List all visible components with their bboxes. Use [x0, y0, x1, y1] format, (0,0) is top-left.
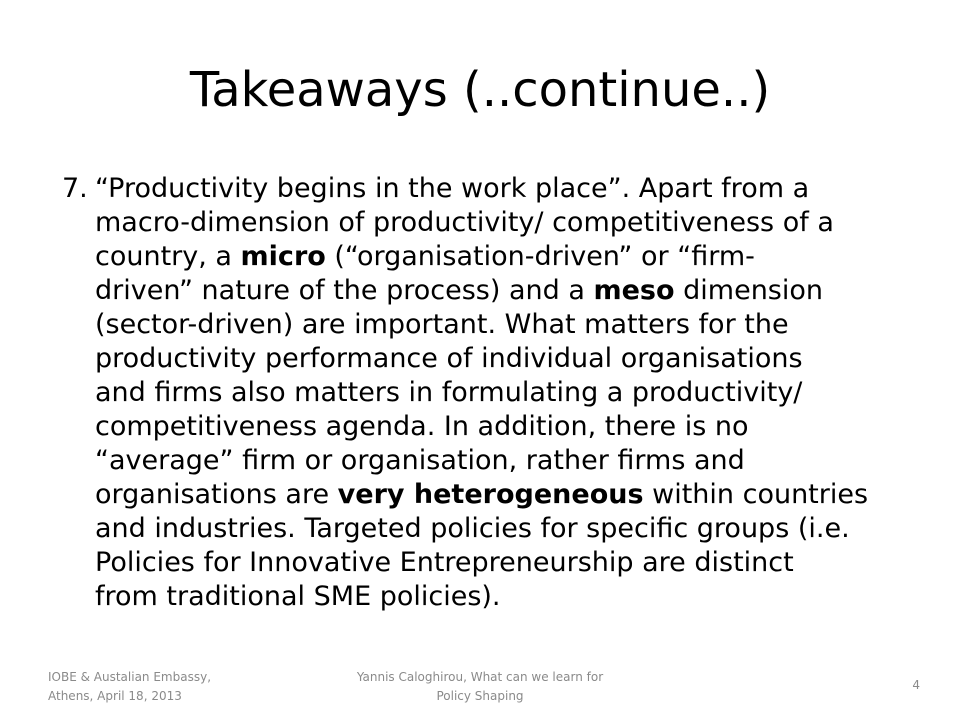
slide-title: Takeaways (..continue..)	[189, 62, 771, 118]
text-line	[95, 206, 935, 240]
text-run: (“organisation-driven” or “firm-	[325, 241, 755, 272]
text-run: Policies for Innovative Entrepreneurship are distinct	[95, 547, 794, 578]
text-run: country, a	[95, 241, 241, 272]
text-line	[95, 410, 935, 444]
text-line	[95, 444, 935, 478]
text-run: dimension	[674, 275, 824, 306]
text-line	[95, 546, 935, 580]
footer-author-line: Policy Shaping	[436, 689, 524, 703]
text-run: within countries	[643, 479, 869, 510]
text-line	[95, 274, 935, 308]
text-run: productivity performance of individual organisations	[95, 343, 803, 374]
bold-text: micro	[240, 241, 326, 272]
footer-event-line: Athens, April 18, 2013	[48, 689, 182, 703]
text-run: and industries. Targeted policies for specific groups (i.e.	[95, 513, 850, 544]
bold-text: meso	[593, 275, 675, 306]
text-line	[95, 308, 935, 342]
item-text	[95, 172, 935, 614]
footer-event-line: IOBE & Austalian Embassy,	[48, 670, 212, 684]
text-line	[95, 512, 935, 546]
item-number: 7.	[62, 173, 88, 204]
text-run: macro-dimension of productivity/ competitiveness of a	[95, 207, 834, 238]
footer-event	[48, 668, 308, 706]
text-line	[95, 342, 935, 376]
text-run: driven” nature of the process) and a	[95, 275, 594, 306]
page-number: 4	[912, 678, 920, 692]
text-line	[95, 580, 935, 614]
bold-text: very heterogeneous	[337, 479, 644, 510]
text-line	[95, 172, 935, 206]
text-run: “average” firm or organisation, rather firms and	[95, 445, 745, 476]
text-run: competitiveness agenda. In addition, there is no	[95, 411, 749, 442]
text-line	[95, 240, 935, 274]
footer-author-line: Yannis Caloghirou, What can we learn for	[356, 670, 604, 684]
text-line	[95, 376, 935, 410]
text-run: and firms also matters in formulating a productivity/	[95, 377, 803, 408]
footer-author	[320, 668, 640, 706]
text-run: (sector-driven) are important. What matters for the	[95, 309, 789, 340]
text-run: organisations are	[95, 479, 338, 510]
text-line	[95, 478, 935, 512]
text-run: from traditional SME policies).	[95, 581, 501, 612]
text-run: “Productivity begins in the work place”. Apart from a	[95, 173, 810, 204]
